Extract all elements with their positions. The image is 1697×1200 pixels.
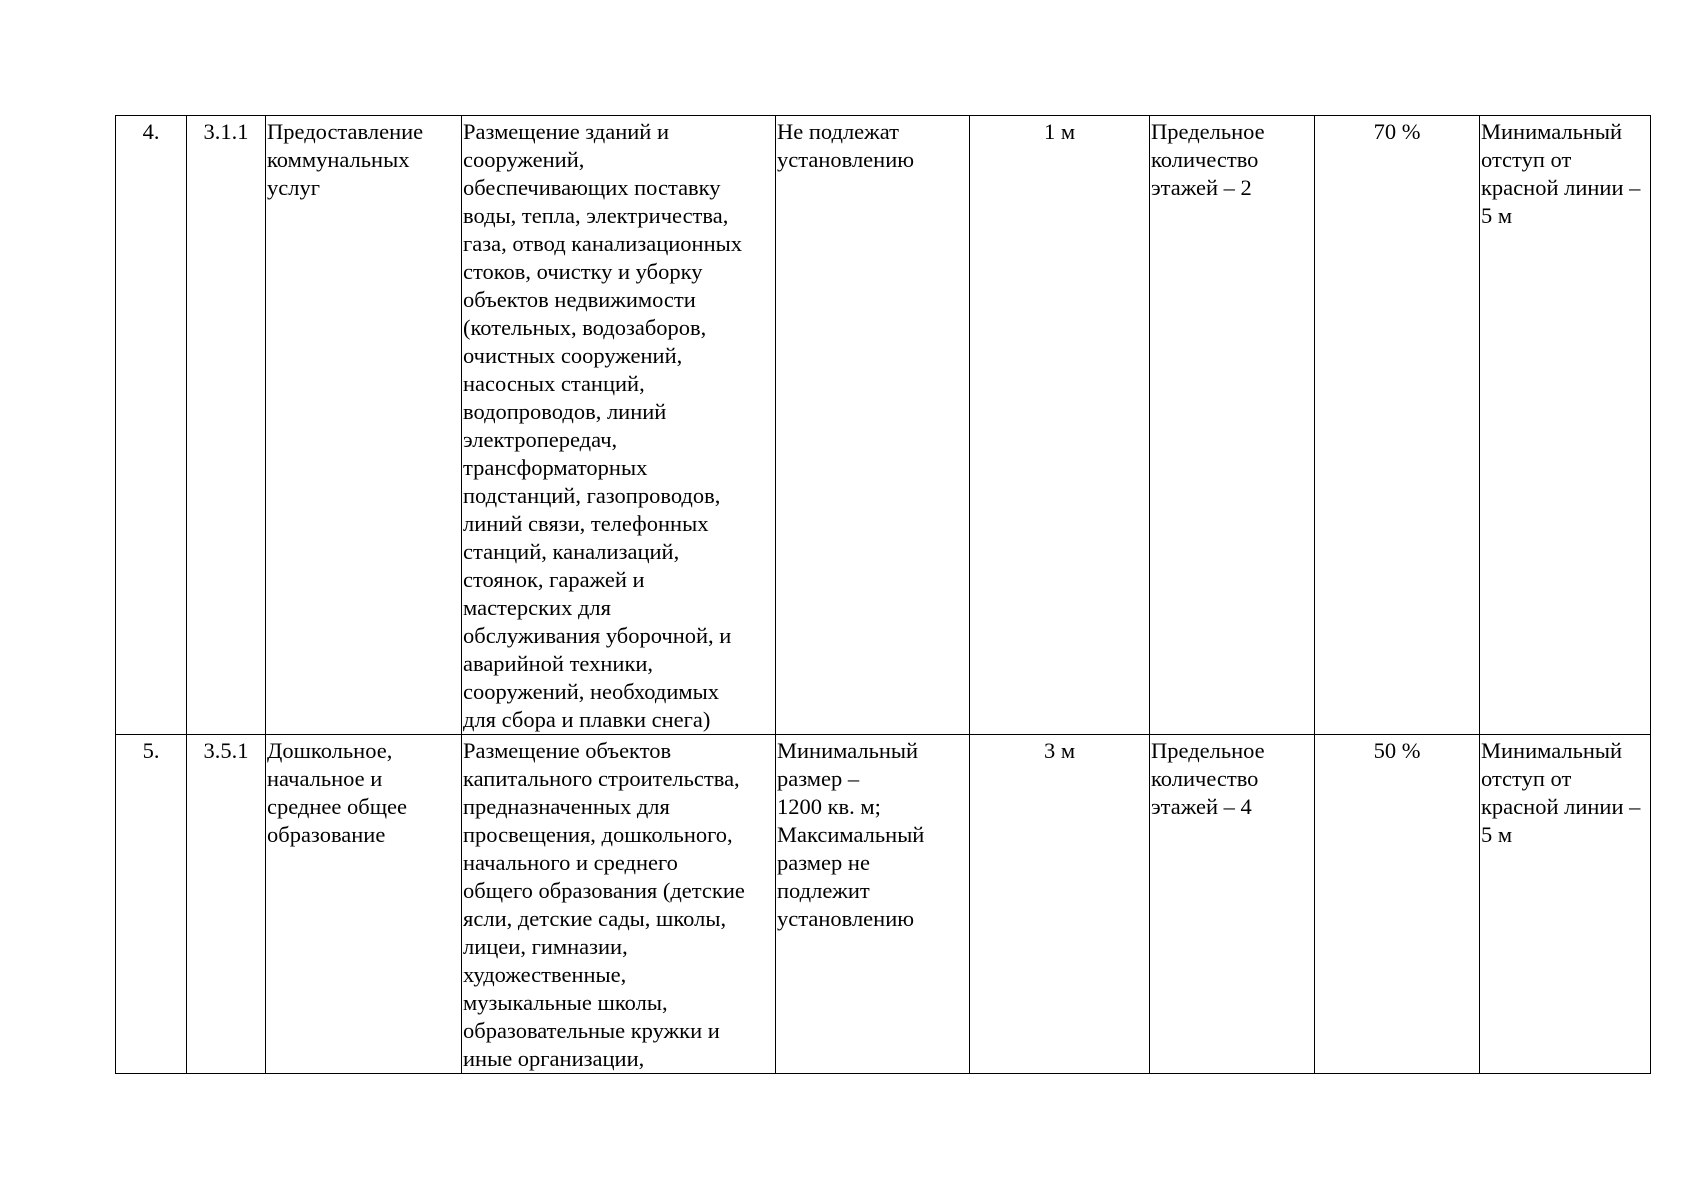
row-number-cell: 5. (116, 735, 187, 1074)
classifier-code-cell: 3.5.1 (187, 735, 266, 1074)
row-number-cell: 4. (116, 116, 187, 735)
floors-limit-cell: Предельное количество этажей – 2 (1150, 116, 1315, 735)
zoning-regulations-table (115, 115, 1651, 1074)
land-use-description-cell: Размещение зданий и сооружений, обеспечивающих поставку воды, тепла, электричества, газа, отвод канализационных стоков, очистку и уборку объектов недвижимости (котельных, водозаборов, очистных сооружений, насосных станций, водопроводов, линий электропередач, трансформаторных подстанций, газопроводов, линий связи, телефонных станций, канализаций, стоянок, гаражей и мастерских для обслуживания уборочной, и аварийной техники, сооружений, необходимых для сбора и плавки снега) (462, 116, 776, 735)
coverage-percent-cell: 70 % (1315, 116, 1480, 735)
plot-size-cell: Не подлежат установлению (776, 116, 970, 735)
plot-size-cell: Минимальный размер – 1200 кв. м; Максимальный размер не подлежит установлению (776, 735, 970, 1074)
land-use-description-cell: Размещение объектов капитального строительства, предназначенных для просвещения, дошкольного, начального и среднего общего образования (детские ясли, детские сады, школы, лицеи, гимназии, художественные, музыкальные школы, образовательные кружки и иные организации, (462, 735, 776, 1074)
floors-limit-cell: Предельное количество этажей – 4 (1150, 735, 1315, 1074)
land-use-name-cell: Дошкольное, начальное и среднее общее образование (266, 735, 462, 1074)
land-use-name-cell: Предоставление коммунальных услуг (266, 116, 462, 735)
setback-cell: 1 м (970, 116, 1150, 735)
classifier-code-cell: 3.1.1 (187, 116, 266, 735)
table-row (116, 735, 1651, 1074)
setback-cell: 3 м (970, 735, 1150, 1074)
red-line-setback-cell: Минимальный отступ от красной линии – 5 м (1480, 116, 1651, 735)
coverage-percent-cell: 50 % (1315, 735, 1480, 1074)
red-line-setback-cell: Минимальный отступ от красной линии – 5 м (1480, 735, 1651, 1074)
table-row (116, 116, 1651, 735)
